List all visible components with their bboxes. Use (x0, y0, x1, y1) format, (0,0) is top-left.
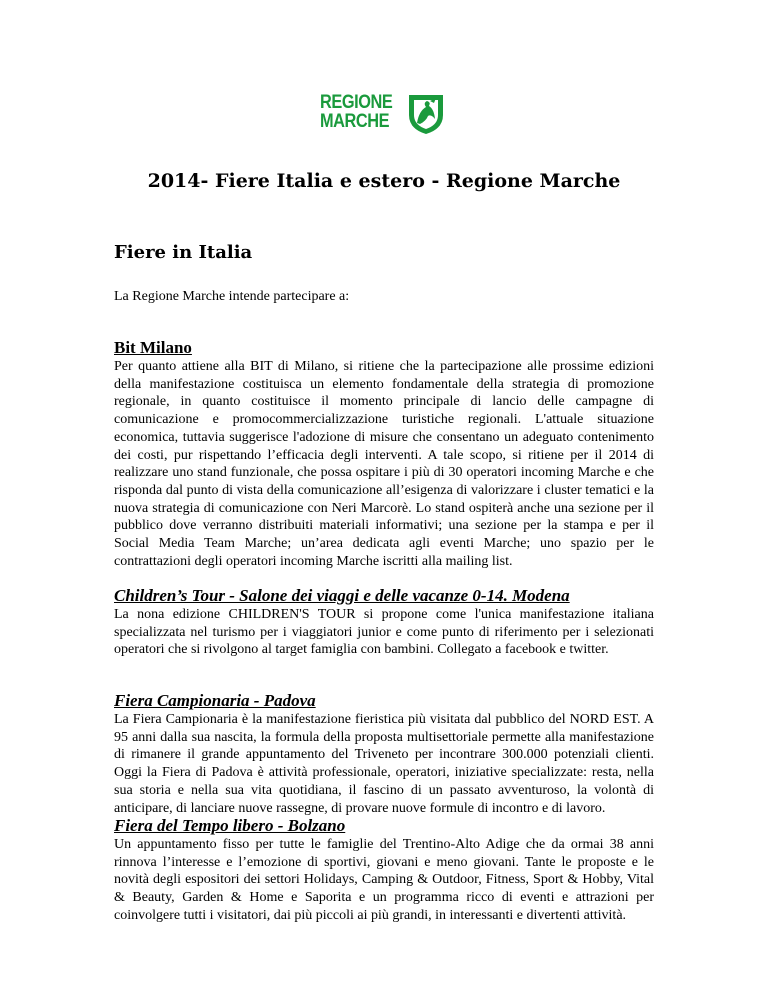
fair-heading: Bit Milano (114, 338, 192, 357)
fair-heading: Children’s Tour - Salone dei viaggi e delle vacanze 0-14. Modena (114, 586, 570, 605)
section-title: Fiere in Italia (114, 242, 253, 263)
fair-item-childrens-tour (114, 585, 654, 659)
fair-description: La Fiera Campionaria è la manifestazione fieristica più visitata dal pubblico del NORD EST. A 95 anni dalla sua nascita, la formula della proposta multisettoriale permette alla manifestazione di rimanere il grande appuntamento del Triveneto per incontrare 300.000 potenziali clienti. Oggi la Fiera di Padova è attività professionale, operatori, iniziative specializzate: resta, nella sua storia e nella sua vita quotidiana, il fascino di un passato avventuroso, la volontà di anticipare, di lanciare nuove rassegne, di provare nuove formule di incontro e di lavoro. (114, 712, 654, 816)
fair-item-fiera-campionaria (114, 690, 654, 817)
logo-line-1: REGIONE (320, 92, 393, 113)
fair-item-tempo-libero (114, 815, 654, 925)
regione-marche-emblem-icon (406, 89, 446, 135)
fair-item-bit-milano (114, 337, 654, 570)
fair-description: Per quanto attiene alla BIT di Milano, si ritiene che la partecipazione alle prossime edizioni della manifestazione costituisca un elemento fondamentale della strategia di promozione regionale, in quanto costituisce il momento principale di lancio delle campagne di comunicazione e promocommercializzazione turistiche regionali. L'attuale situazione economica, tuttavia suggerisce l'adozione di misure che consentano un adeguato contenimento dei costi, pur rispettando l’efficacia degli interventi. A tale scopo, si ritiene per il 2014 di realizzare uno stand funzionale, che possa ospitare i più di 30 operatori incoming Marche e che risponda dal punto di vista della comunicazione all’esigenza di valorizzare i cluster tematici e la nuova strategia di comunicazione con Neri Marcorè. Lo stand ospiterà anche una sezione per il pubblico dove verranno distribuiti materiali informativi; una sezione per la stampa e per il Social Media Team Marche; un’area dedicata agli eventi Marche; uno spazio per le contrattazioni degli operatori incoming Marche iscritti alla mailing list. (114, 359, 654, 569)
fair-heading: Fiera del Tempo libero - Bolzano (114, 816, 346, 835)
regione-marche-logo (320, 89, 448, 135)
logo-line-2: MARCHE (320, 111, 390, 132)
fair-description: Un appuntamento fisso per tutte le famiglie del Trentino-Alto Adige che da ormai 38 anni rinnova l’interesse e l’emozione di sportivi, giovani e meno giovani. Tante le proposte e le novità degli espositori dei settori Holidays, Camping & Outdoor, Fitness, Sport & Hobby, Vital & Beauty, Garden & Home e Saporita e un programma ricco di eventi e attrazioni per coinvolgere tutti i visitatori, dai più piccoli ai più grandi, in interessanti e divertenti attività. (114, 837, 654, 923)
fair-heading: Fiera Campionaria - Padova (114, 691, 316, 710)
intro-text: La Regione Marche intende partecipare a: (114, 289, 350, 304)
fair-description: La nona edizione CHILDREN'S TOUR si propone come l'unica manifestazione italiana specializzata nel turismo per i viaggiatori junior e come punto di riferimento per i selezionati operatori che si rivolgono al target famiglia con bambini. Collegato a facebook e twitter. (114, 607, 654, 658)
document-title: 2014- Fiere Italia e estero - Regione Marche (147, 170, 621, 192)
logo-wordmark (320, 93, 399, 131)
